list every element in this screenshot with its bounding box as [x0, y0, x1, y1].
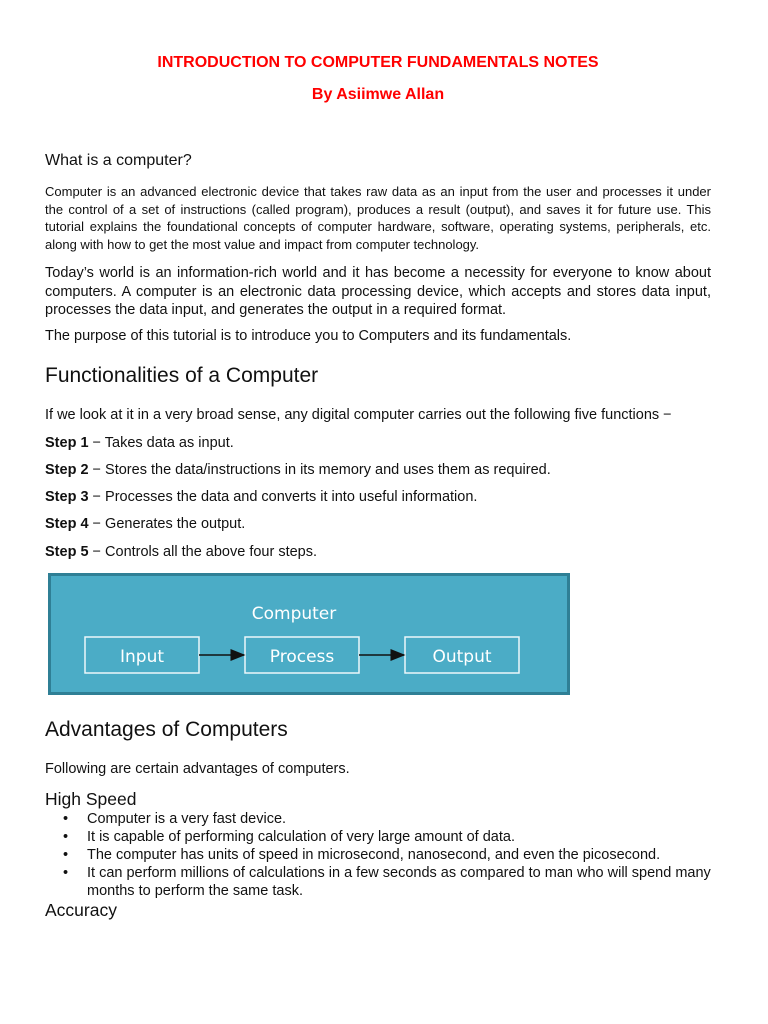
output-label: Output: [432, 647, 492, 667]
step-text: − Takes data as input.: [88, 435, 234, 451]
step-line-2: [45, 462, 551, 478]
diagram-background: [50, 575, 569, 694]
bullet-icon: •: [63, 865, 69, 881]
diagram-title: Computer: [251, 604, 337, 624]
step-line-3: [45, 489, 477, 505]
step-text: − Controls all the above four steps.: [88, 544, 318, 560]
intro-paragraph-1: Computer is an advanced electronic device that takes raw data as an input from the user and processes it under the control of a set of instructions (called program), produces a result (output), and saves it for future use. This tutorial explains the foundational concepts of computer hardware, software, operating systems, peripherals, etc. along with how to get the most value and impact from computer technology.: [45, 184, 711, 252]
step-label: Step 1: [45, 435, 89, 451]
document-author: By Asiimwe Allan: [311, 86, 445, 103]
advantages-lead: Following are certain advantages of computers.: [45, 761, 350, 777]
bullet-icon: •: [63, 847, 69, 863]
subheading-high-speed: High Speed: [45, 789, 137, 809]
list-item: [45, 846, 711, 864]
step-text: − Processes the data and converts it into useful information.: [88, 489, 478, 505]
step-label: Step 2: [45, 462, 89, 478]
high-speed-list: [45, 810, 711, 900]
step-line-5: [45, 544, 317, 560]
step-label: Step 4: [45, 516, 89, 532]
list-item-text: It can perform millions of calculations in a few seconds as compared to man who will spend many months to perform the same task.: [87, 865, 711, 899]
intro-paragraph-2: Today’s world is an information-rich world and it has become a necessity for everyone to know about computers. A computer is an electronic data processing device, which accepts and stores data input, processes the data input, and generates the output in a required format.: [45, 265, 711, 318]
step-line-1: [45, 435, 234, 451]
list-item-text: Computer is a very fast device.: [87, 811, 287, 827]
bullet-icon: •: [63, 829, 69, 845]
intro-paragraph-3: The purpose of this tutorial is to introduce you to Computers and its fundamentals.: [45, 328, 572, 344]
step-text: − Stores the data/instructions in its memory and uses them as required.: [88, 462, 551, 478]
section-heading-advantages: Advantages of Computers: [45, 718, 288, 741]
computer-process-diagram: [48, 573, 570, 695]
list-item: [45, 828, 711, 846]
document-title: INTRODUCTION TO COMPUTER FUNDAMENTALS NOTES: [157, 54, 599, 71]
process-label: Process: [269, 647, 335, 667]
subheading-accuracy: Accuracy: [45, 900, 117, 920]
functionalities-lead: If we look at it in a very broad sense, any digital computer carries out the following five functions −: [45, 407, 672, 423]
list-item-text: It is capable of performing calculation of very large amount of data.: [87, 829, 515, 845]
step-label: Step 5: [45, 544, 89, 560]
list-item: [45, 810, 711, 828]
list-item-text: The computer has units of speed in microsecond, nanosecond, and even the picosecond.: [87, 847, 661, 863]
step-text: − Generates the output.: [88, 516, 246, 532]
section-heading-what-is-computer: What is a computer?: [45, 152, 192, 169]
bullet-icon: •: [63, 811, 69, 827]
step-label: Step 3: [45, 489, 89, 505]
step-line-4: [45, 516, 245, 532]
list-item: [45, 864, 711, 900]
input-label: Input: [119, 647, 165, 667]
section-heading-functionalities: Functionalities of a Computer: [45, 364, 319, 387]
